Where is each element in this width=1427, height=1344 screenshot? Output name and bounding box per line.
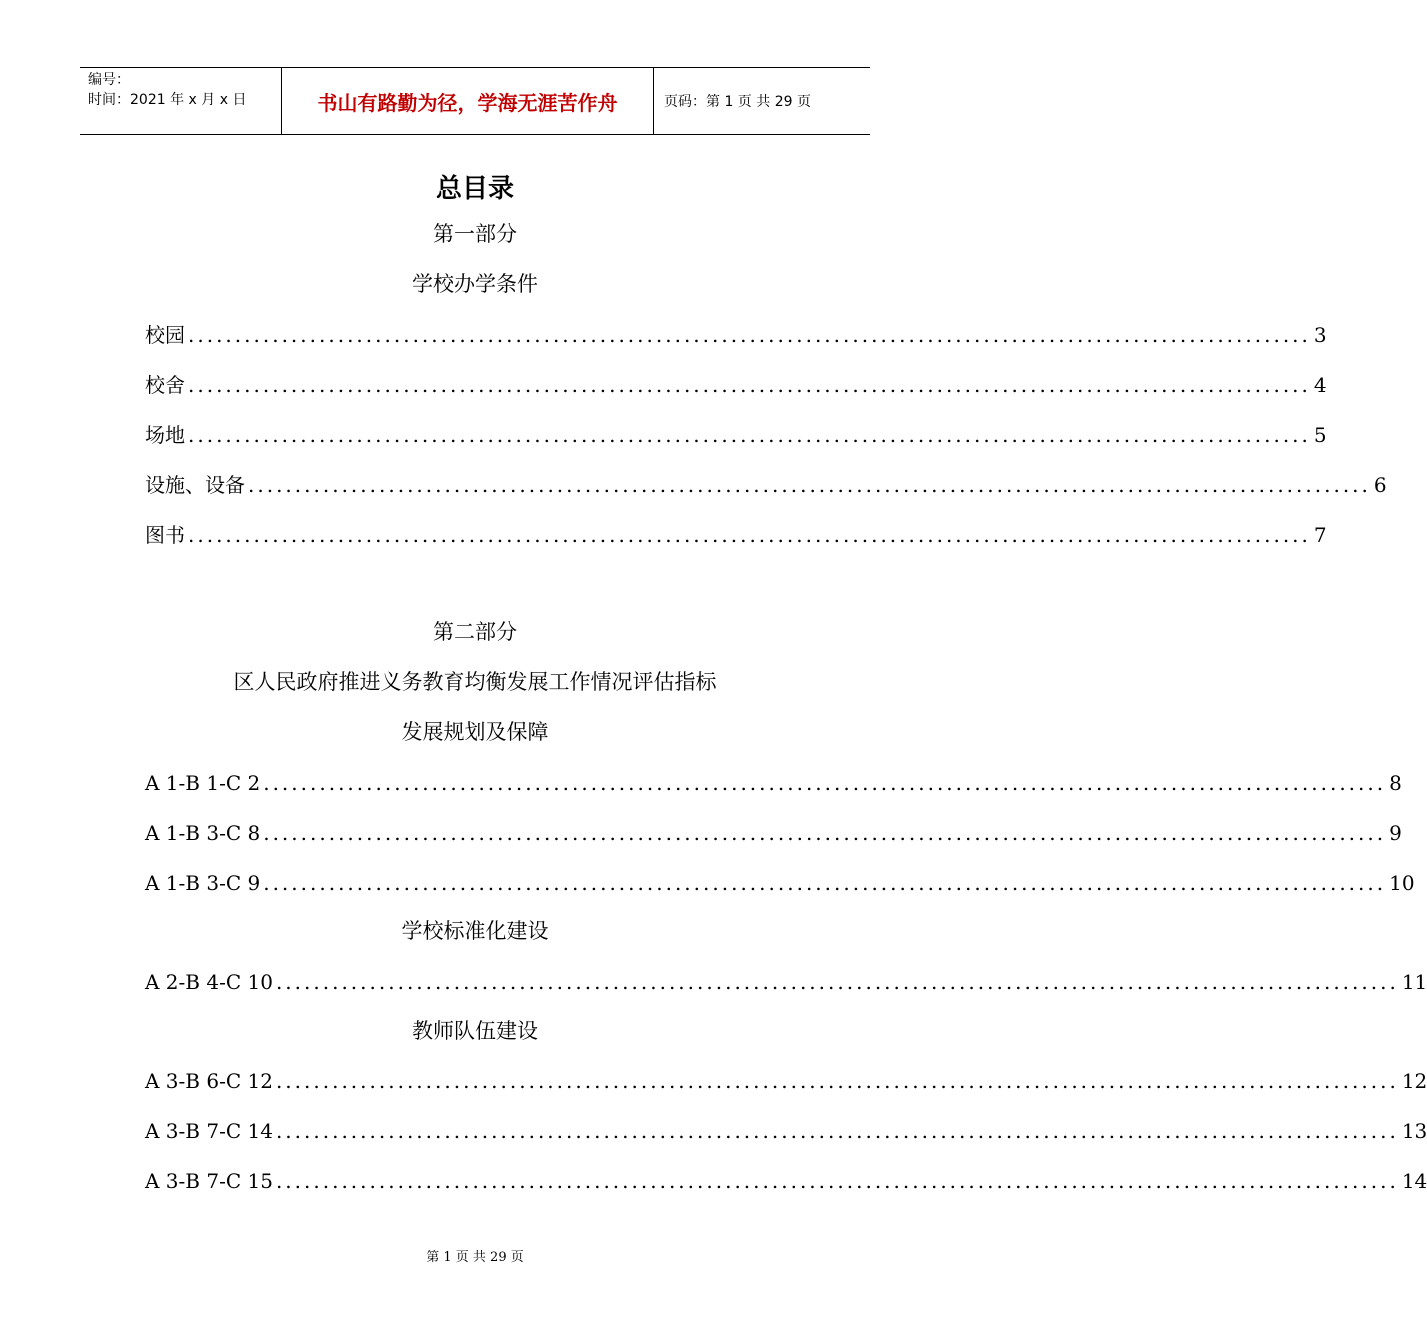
- part2-label: 第二部分: [433, 620, 517, 644]
- toc-entry[interactable]: [145, 370, 1327, 400]
- toc-entry[interactable]: [145, 520, 1327, 550]
- toc-entry[interactable]: [145, 470, 1387, 500]
- toc-entry[interactable]: [145, 1116, 1427, 1146]
- toc-leader-dots: ........................................................................................................................: [263, 771, 1387, 795]
- part2-subtitle: 区人民政府推进义务教育均衡发展工作情况评估指标: [233, 670, 717, 694]
- toc-entry[interactable]: [145, 1066, 1427, 1096]
- toc-entry-label: A 3-B 6-C 12: [145, 1069, 273, 1093]
- section-title: 学校标准化建设: [401, 919, 549, 943]
- toc-entry-page: 10: [1389, 871, 1415, 895]
- toc-entry-page: 6: [1373, 473, 1387, 497]
- page-header: [80, 67, 870, 135]
- toc-entry-label: 场地: [145, 423, 185, 447]
- toc-entry-page: 8: [1389, 771, 1402, 795]
- toc-leader-dots: ........................................................................................................................: [188, 323, 1311, 347]
- toc-entry-page: 11: [1401, 970, 1427, 994]
- toc-entry[interactable]: [145, 967, 1427, 997]
- toc-leader-dots: ........................................................................................................................: [275, 1069, 1399, 1093]
- toc-leader-dots: ........................................................................................................................: [275, 1119, 1399, 1143]
- header-page-info: 页码：第 1 页 共 29 页: [664, 94, 811, 110]
- toc-entry-label: 校舍: [145, 373, 185, 397]
- toc-entry-label: A 3-B 7-C 14: [145, 1119, 273, 1143]
- toc-entry-label: A 1-B 3-C 8: [145, 821, 261, 845]
- toc-entry-label: A 2-B 4-C 10: [145, 970, 273, 994]
- toc-entry-label: A 1-B 1-C 2: [145, 771, 261, 795]
- toc-entry-label: 设施、设备: [145, 473, 245, 497]
- toc-entry-page: 7: [1313, 523, 1327, 547]
- section-title: 发展规划及保障: [401, 720, 549, 744]
- toc-entry-label: A 1-B 3-C 9: [145, 871, 261, 895]
- toc-entry-label: 图书: [145, 523, 185, 547]
- toc-entry-page: 13: [1401, 1119, 1427, 1143]
- toc-entry-page: 12: [1401, 1069, 1427, 1093]
- toc-entry[interactable]: [145, 868, 1415, 898]
- toc-leader-dots: ........................................................................................................................: [275, 1169, 1399, 1193]
- toc-leader-dots: ........................................................................................................................: [188, 423, 1311, 447]
- part1-label: 第一部分: [433, 222, 517, 246]
- toc-entry[interactable]: [145, 320, 1327, 350]
- document-date: 时间：2021 年 x 月 x 日: [88, 92, 247, 108]
- page-footer: 第 1 页 共 29 页: [426, 1250, 524, 1265]
- toc-entry[interactable]: [145, 818, 1402, 848]
- document-title: 总目录: [435, 174, 514, 204]
- toc-entry[interactable]: [145, 768, 1402, 798]
- toc-leader-dots: ........................................................................................................................: [188, 373, 1311, 397]
- toc-leader-dots: ........................................................................................................................: [248, 473, 1371, 497]
- section-title: 教师队伍建设: [412, 1019, 538, 1043]
- part1-subtitle: 学校办学条件: [412, 272, 538, 296]
- toc-leader-dots: ........................................................................................................................: [188, 523, 1311, 547]
- header-motto: 书山有路勤为径，学海无涯苦作舟: [282, 68, 654, 134]
- toc-leader-dots: ........................................................................................................................: [263, 871, 1387, 895]
- toc-entry-page: 14: [1401, 1169, 1427, 1193]
- document-number: 编号：: [88, 72, 130, 88]
- toc-leader-dots: ........................................................................................................................: [263, 821, 1387, 845]
- toc-entry-page: 9: [1389, 821, 1402, 845]
- toc-entry-label: 校园: [145, 323, 185, 347]
- toc-leader-dots: ........................................................................................................................: [275, 970, 1399, 994]
- toc-entry-label: A 3-B 7-C 15: [145, 1169, 273, 1193]
- header-meta: [80, 68, 282, 134]
- toc-entry-page: 5: [1313, 423, 1327, 447]
- toc-entry[interactable]: [145, 1166, 1427, 1196]
- toc-entry-page: 3: [1313, 323, 1327, 347]
- toc-entry-page: 4: [1313, 373, 1327, 397]
- toc-entry[interactable]: [145, 420, 1327, 450]
